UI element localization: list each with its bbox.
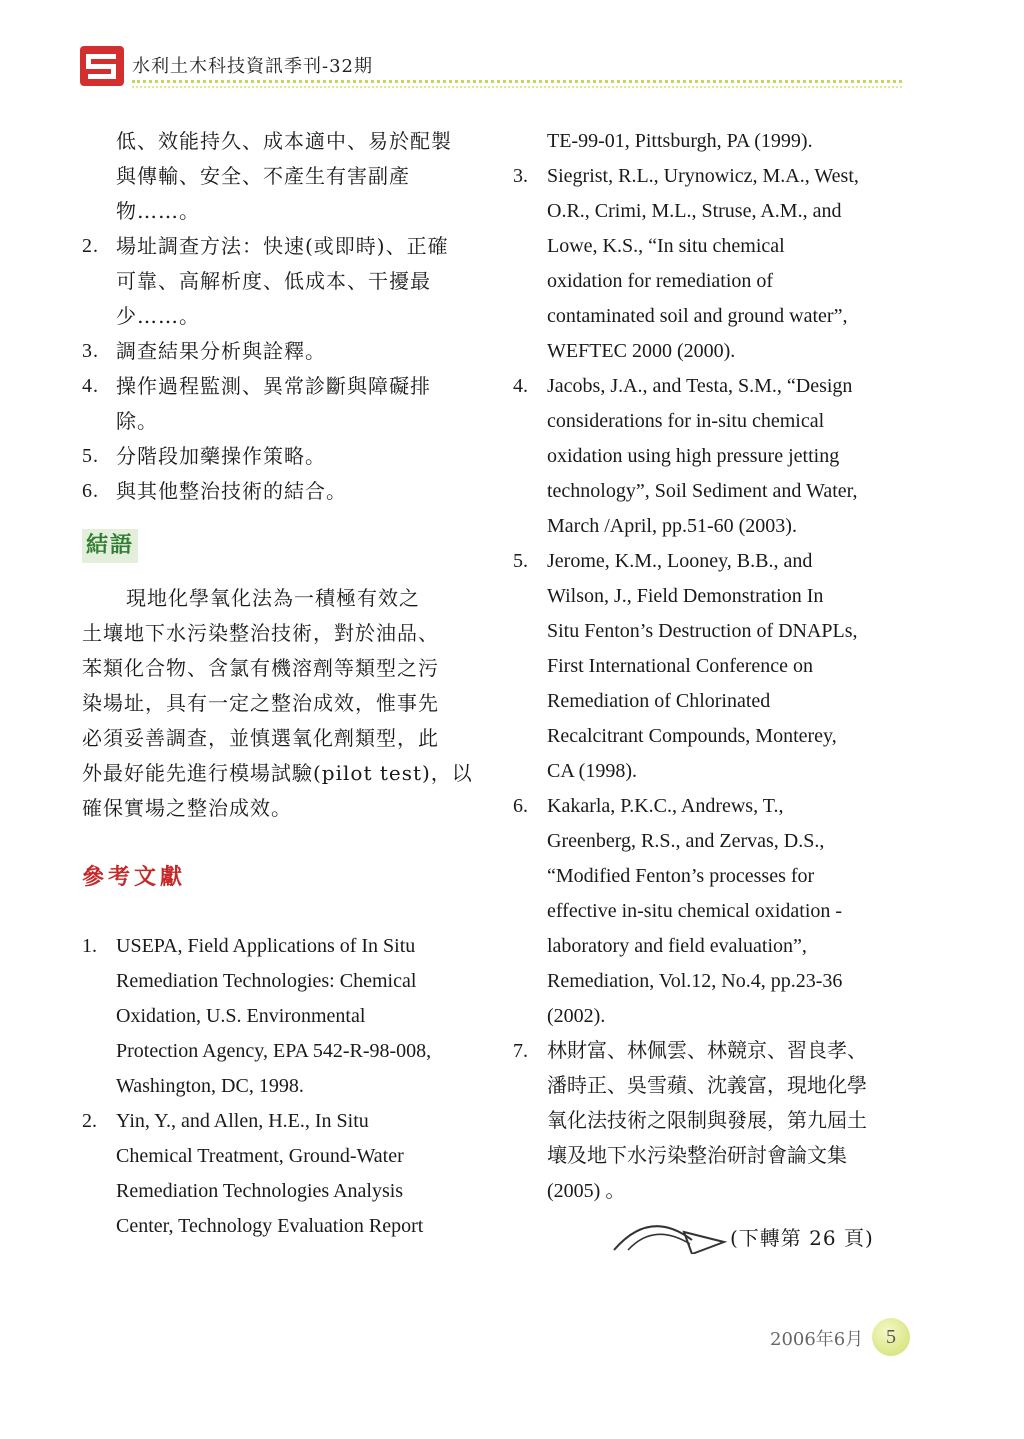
text-line: “Modified Fenton’s processes for [547,865,815,887]
conclusion-heading-wrap [82,529,482,563]
text-line: Protection Agency, EPA 542-R-98-008, [116,1040,432,1062]
right-column [513,124,915,1209]
text-line: Remediation Technologies: Chemical [116,970,417,992]
text-line: 除。 [116,409,158,433]
item-number: 1. [82,935,97,957]
text-line: 低、效能持久、成本適中、易於配製 [116,129,452,153]
text-line: 場址調查方法：快速(或即時)、正確 [116,234,449,258]
page-header [80,42,900,94]
text-line: Remediation of Chlorinated [547,690,771,712]
item-number: 7. [513,1040,528,1062]
text-line: (2002). [547,1005,606,1027]
header-divider [132,80,902,83]
text-line: Oxidation, U.S. Environmental [116,1005,366,1027]
text-line: contaminated soil and ground water”, [547,305,848,327]
text-line: 染場址，具有一定之整治成效，惟事先 [82,691,439,715]
list-items [82,229,482,509]
list-item [82,474,482,509]
references-heading-wrap [82,860,482,891]
left-column [82,124,482,1244]
journal-logo-icon [80,46,124,86]
list-item [82,929,482,1104]
text-line: Situ Fenton’s Destruction of DNAPLs, [547,620,858,642]
item-number: 5. [82,445,99,467]
text-line: 苯類化合物、含氯有機溶劑等類型之污 [82,656,439,680]
list-item [82,334,482,369]
text-line: 壤及地下水污染整治研討會論文集 [547,1145,847,1167]
text-line: 分階段加藥操作策略。 [116,444,326,468]
item-number: 6. [513,795,528,817]
continued-page-note: (下轉第 26 頁) [730,1226,874,1250]
text-line: 物……。 [116,199,200,223]
text-line: Chemical Treatment, Ground-Water [116,1145,404,1167]
item-number: 6. [82,480,99,502]
text-line: Lowe, K.S., “In situ chemical [547,235,785,257]
text-line: Kakarla, P.K.C., Andrews, T., [547,795,784,817]
text-line: WEFTEC 2000 (2000). [547,340,736,362]
text-line: Recalcitrant Compounds, Monterey, [547,725,837,747]
item-number: 2. [82,235,99,257]
issue-date: 2006年6月 [770,1329,864,1350]
text-line: 潘時正、吳雪蘋、沈義富，現地化學 [547,1075,867,1097]
text-line: CA (1998). [547,760,637,782]
list-item [513,544,915,789]
text-line: 現地化學氧化法為一積極有效之 [126,586,420,610]
text-line: 調查結果分析與詮釋。 [116,339,326,363]
text-line: O.R., Crimi, M.L., Struse, A.M., and [547,200,842,222]
references-list [82,929,482,1244]
item-number: 3. [513,165,528,187]
text-line: Center, Technology Evaluation Report [116,1215,424,1237]
text-line: 少……。 [116,304,200,328]
references-heading: 參考文獻 [82,865,187,890]
text-line: effective in-situ chemical oxidation - [547,900,843,922]
list-item [513,789,915,1034]
page-number: 5 [872,1318,910,1356]
text-line: 可靠、高解析度、低成本、干擾最 [116,269,431,293]
text-line: Remediation Technologies Analysis [116,1180,404,1202]
text-line: First International Conference on [547,655,814,677]
list-item [82,229,482,334]
item-number: 3. [82,340,99,362]
text-line: Wilson, J., Field Demonstration In [547,585,824,607]
text-line: technology”, Soil Sediment and Water, [547,480,858,502]
text-line: Siegrist, R.L., Urynowicz, M.A., West, [547,165,859,187]
text-line: 確保實場之整治成效。 [82,796,292,820]
text-line: March /April, pp.51-60 (2003). [547,515,797,537]
text-line: Jerome, K.M., Looney, B.B., and [547,550,813,572]
item-number: 4. [513,375,528,397]
text-line: (2005) 。 [547,1180,626,1202]
item-number: 5. [513,550,528,572]
list-item [513,159,915,369]
text-line: 操作過程監測、異常診斷與障礙排 [116,374,431,398]
text-line: considerations for in-situ chemical [547,410,825,432]
references-list [513,159,915,1209]
text-line: Greenberg, R.S., and Zervas, D.S., [547,830,825,852]
text-line: Washington, DC, 1998. [116,1075,304,1097]
text-line: 必須妥善調查，並慎選氧化劑類型，此 [82,726,439,750]
text-line: 外最好能先進行模場試驗(pilot test)，以 [82,761,473,785]
text-line: 氧化法技術之限制與發展，第九屆土 [547,1110,867,1132]
list-item [513,369,915,544]
text-line: oxidation using high pressure jetting [547,445,840,467]
text-line: USEPA, Field Applications of In Situ [116,935,416,957]
text-line: 與傳輸、安全、不產生有害副產 [116,164,410,188]
list-item [82,369,482,439]
text-line: 土壤地下水污染整治技術，對於油品、 [82,621,439,645]
text-line: 與其他整治技術的結合。 [116,479,347,503]
list-item [513,1034,915,1209]
header-divider-2 [132,86,902,88]
text-line: oxidation for remediation of [547,270,774,292]
text-line: Jacobs, J.A., and Testa, S.M., “Design [547,375,853,397]
journal-title: 水利土木科技資訊季刊-32期 [132,56,373,77]
curved-arrow-icon [610,1214,730,1254]
text-line: laboratory and field evaluation”, [547,935,807,957]
continued-item [82,124,482,229]
text-line: TE-99-01, Pittsburgh, PA (1999). [547,130,813,152]
list-item [82,439,482,474]
list-item [82,1104,482,1244]
item-number: 2. [82,1110,97,1132]
continued-note [610,1212,930,1262]
item-number: 4. [82,375,99,397]
conclusion-heading: 結語 [82,529,138,563]
continued-reference [513,124,915,159]
text-line: Remediation, Vol.12, No.4, pp.23-36 [547,970,843,992]
text-line: 林財富、林佩雲、林競京、習良孝、 [547,1040,867,1062]
text-line: Yin, Y., and Allen, H.E., In Situ [116,1110,369,1132]
conclusion-paragraph [82,581,482,826]
